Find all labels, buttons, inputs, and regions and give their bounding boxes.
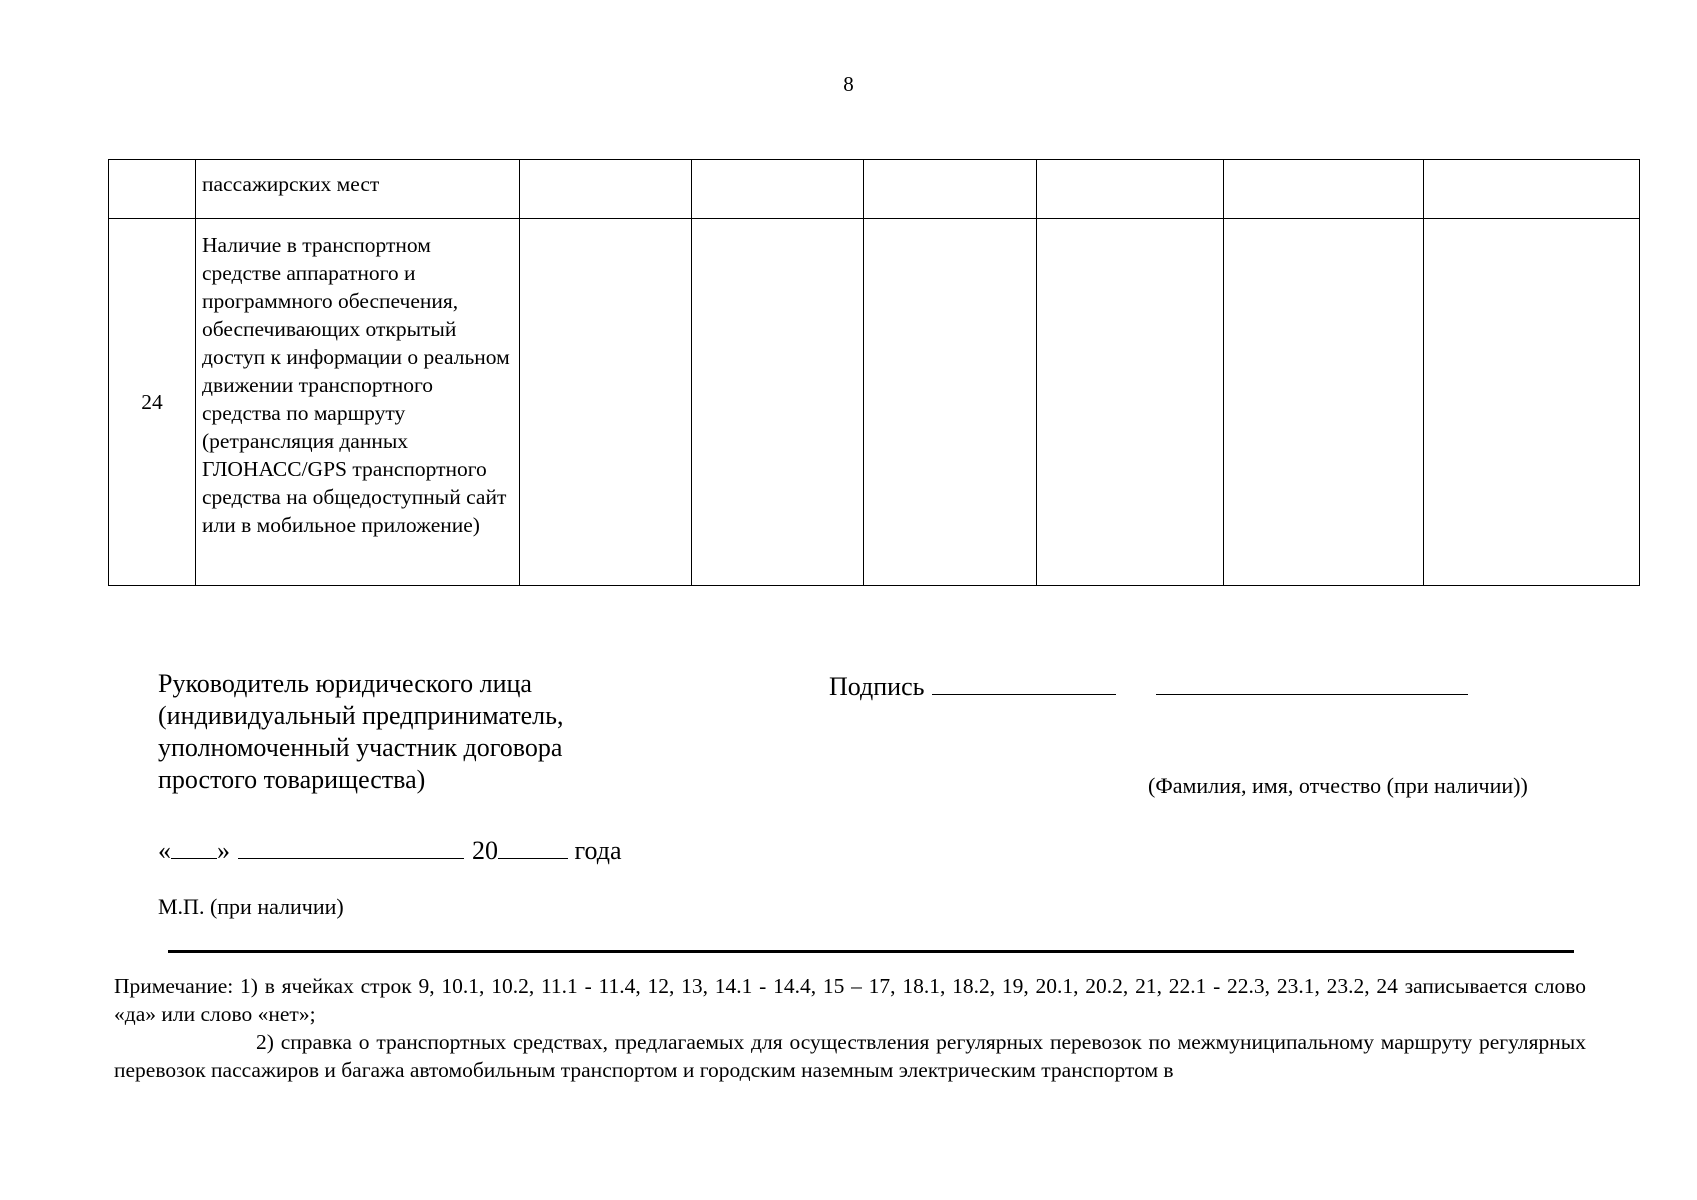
year-prefix: 20 [472, 836, 498, 865]
date-row [158, 832, 622, 867]
value-cell [692, 219, 864, 586]
year-suffix: года [574, 836, 622, 865]
note-block [114, 972, 1586, 1084]
signature-label: Подпись [829, 672, 925, 701]
name-line [1156, 668, 1468, 695]
separator-line [168, 950, 1574, 953]
date-open-quote: « [158, 836, 171, 865]
stamp-label: М.П. (при наличии) [158, 894, 344, 919]
value-cell [692, 160, 864, 219]
value-cell [1424, 219, 1640, 586]
page-number: 8 [843, 72, 854, 96]
row-number-cell [109, 160, 196, 219]
value-cell [864, 160, 1037, 219]
row-description-cell: Наличие в транспортном средстве аппаратного и программного обеспечения, обеспечивающих открытый доступ к информации о реальном движении транспортного средства по маршруту (ретрансляция данных ГЛОНАСС/GPS транспортного средства на общедоступный сайт или в мобильное приложение) [196, 219, 520, 586]
table-row [109, 219, 1640, 586]
date-close-quote: » [217, 836, 230, 865]
value-cell [1424, 160, 1640, 219]
value-cell [864, 219, 1037, 586]
value-cell [1037, 160, 1224, 219]
value-cell [520, 219, 692, 586]
note-item-2: 2) справка о транспортных средствах, предлагаемых для осуществления регулярных перевозок по межмуниципальному маршруту регулярных перевозок пассажиров и багажа автомобильным транспортом и городским наземным электрическим транспортом в [114, 1030, 1586, 1082]
signature-block [829, 668, 1468, 703]
table-row [109, 160, 1640, 219]
value-cell [1224, 160, 1424, 219]
value-cell [1224, 219, 1424, 586]
name-caption: (Фамилия, имя, отчество (при наличии)) [1148, 773, 1528, 798]
value-cell [1037, 219, 1224, 586]
row-description-cell: пассажирских мест [196, 160, 520, 219]
value-cell [520, 160, 692, 219]
signatory-title: Руководитель юридического лица (индивидуальный предприниматель, уполномоченный участник договора простого товарищества) [158, 669, 564, 794]
row-number-cell: 24 [109, 219, 196, 586]
note-item-1: Примечание: 1) в ячейках строк 9, 10.1, 10.2, 11.1 - 11.4, 12, 13, 14.1 - 14.4, 15 – 17, 18.1, 18.2, 19, 20.1, 20.2, 21, 22.1 - 22.3, 23.1, 23.2, 24 записывается слово «да» или слово «нет»; [114, 974, 1586, 1026]
vehicle-info-table [108, 159, 1640, 586]
day-line [171, 832, 217, 859]
month-line [238, 832, 464, 859]
year-line [498, 832, 568, 859]
signature-line [932, 668, 1116, 695]
